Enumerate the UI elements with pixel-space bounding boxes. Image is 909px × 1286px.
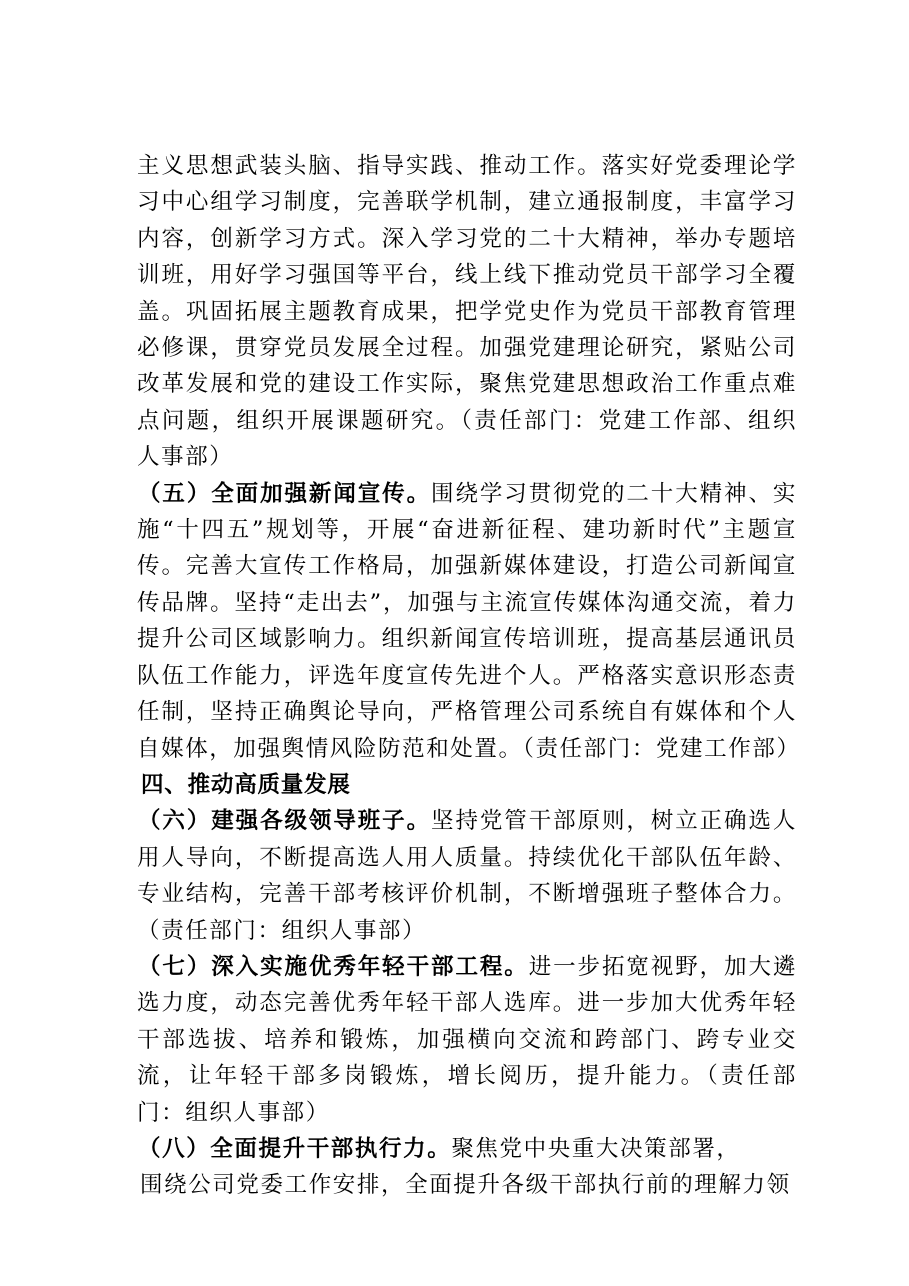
document-page [137, 148, 801, 1204]
paragraph-body: 聚焦党中央重大决策部署， [451, 1135, 741, 1162]
paragraph-lead-title: （六）建强各级领导班子。 [138, 808, 432, 835]
paragraph-leadership-teams [137, 803, 797, 949]
paragraph-news-publicity [137, 476, 801, 767]
paragraph-study-system [137, 148, 797, 476]
paragraph-execution [137, 1131, 797, 1167]
paragraph-body: 主义思想武装头脑、指导实践、推动工作。落实好党委理论学习中心组学习制度，完善联学机制，建立通报制度，丰富学习内容，创新学习方式。深入学习党的二十大精神，举办专题培训班，用好学习强国等平台，线上线下推动党员干部学习全覆盖。巩固拓展主题教育成果，把学党史作为党员干部教育管理必修课，贯穿党员发展全过程。加强党建理论研究，紧贴公司改革发展和党的建设工作实际，聚焦党建思想政治工作重点难点问题，组织开展课题研究。（责任部门：党建工作部、组织人事部） [137, 153, 797, 471]
paragraph-body: 围绕公司党委工作安排，全面提升各级干部执行前的理解力领 [140, 1172, 791, 1199]
paragraph-body: 坚持党管干部原则，树立正确选人用人导向，不断提高选人用人质量。持续优化干部队伍年龄、专业结构，完善干部考核评价机制，不断增强班子整体合力。（责任部门：组织人事部） [137, 808, 797, 944]
paragraph-lead-title: （五）全面加强新闻宣传。 [138, 480, 432, 507]
section-heading: 四、推动高质量发展 [141, 771, 351, 798]
paragraph-body: 进一步拓宽视野，加大遴选力度，动态完善优秀年轻干部人选库。进一步加大优秀年轻干部选拔、培养和锻炼，加强横向交流和跨部门、跨专业交流，让年轻干部多岗锻炼，增长阅历，提升能力。（责任部门：组织人事部） [137, 953, 797, 1126]
paragraph-continuation [140, 1167, 797, 1203]
paragraph-lead-title: （七）深入实施优秀年轻干部工程。 [138, 953, 529, 980]
paragraph-lead-title: （八）全面提升干部执行力。 [138, 1135, 452, 1162]
paragraph-young-cadres [137, 949, 797, 1131]
paragraph-body: 围绕学习贯彻党的二十大精神、实施“十四五”规划等，开展“奋进新征程、建功新时代”主题宣传。完善大宣传工作格局，加强新媒体建设，打造公司新闻宣传品牌。坚持“走出去”，加强与主流宣传媒体沟通交流，着力提升公司区域影响力。组织新闻宣传培训班，提高基层通讯员队伍工作能力，评选年度宣传先进个人。严格落实意识形态责任制，坚持正确舆论导向，严格管理公司系统自有媒体和个人自媒体，加强舆情风险防范和处置。（责任部门：党建工作部） [137, 480, 801, 762]
